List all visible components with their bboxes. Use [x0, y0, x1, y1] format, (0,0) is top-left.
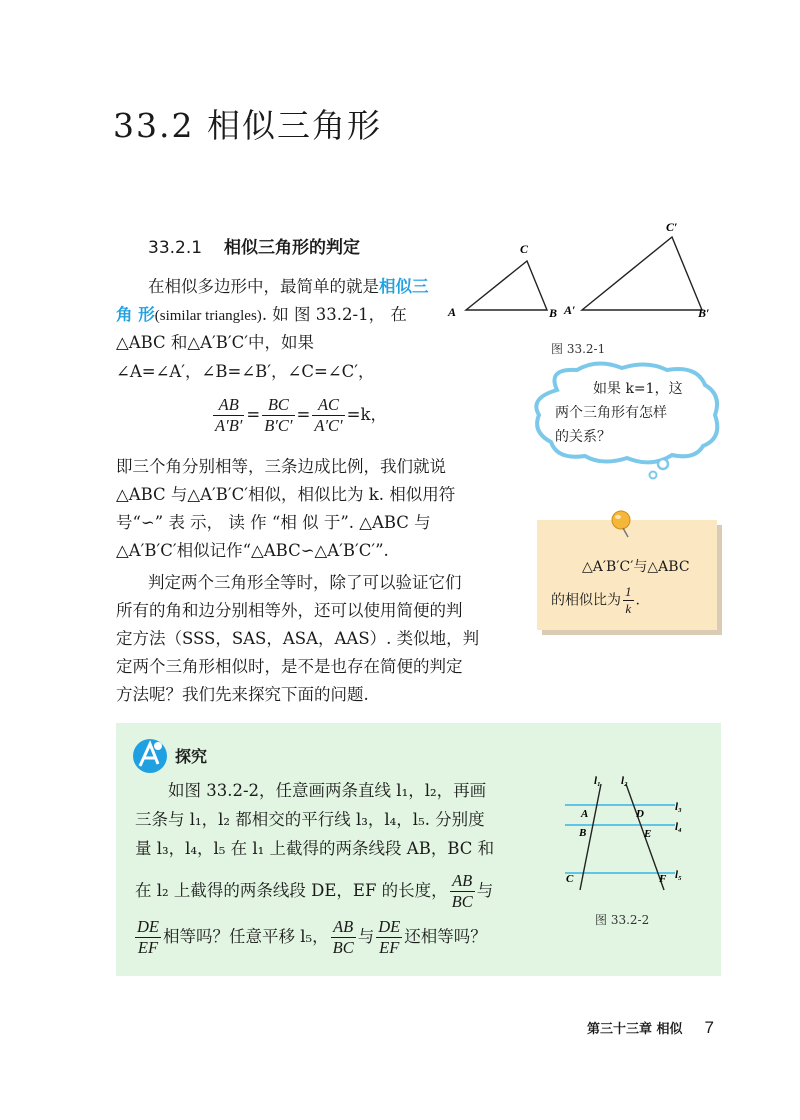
- label-l2: l₂: [621, 775, 628, 787]
- paragraph-1-line-1: [148, 273, 429, 301]
- paragraph-3-line: 所有的角和边分别相等外，还可以使用简便的判: [116, 601, 463, 620]
- figure-33-2-2: [560, 770, 700, 895]
- fraction-ac: [312, 395, 344, 436]
- numerator: AB: [331, 917, 356, 938]
- denominator: BC: [332, 938, 354, 957]
- numerator: AC: [312, 395, 344, 416]
- explore-line: 如图 33.2-2，任意画两条直线 l₁，l₂，再画: [168, 781, 487, 800]
- explore-line-4: [135, 871, 493, 912]
- explore-text-segment: 在 l₂ 上截得的两条线段 DE，EF 的长度，: [135, 881, 448, 900]
- section-title: 33.2 相似三角形: [113, 106, 382, 145]
- numerator: AB: [213, 395, 244, 416]
- paragraph-3-line: 定方法（SSS，SAS，ASA，AAS）. 类似地，判: [116, 629, 480, 648]
- paragraph-1-line-3: △ABC 和△A′B′C′中，如果: [116, 333, 314, 352]
- paragraph-2-line: △A′B′C′相似记作“△ABC∽△A′B′C′”.: [116, 541, 389, 560]
- triangle-abc: [466, 261, 547, 310]
- label-e: E: [644, 828, 652, 840]
- paragraph-2-line: 即三个角分别相等，三条边成比例，我们就说: [116, 457, 446, 476]
- explore-text-segment: 还相等吗？: [404, 927, 487, 946]
- figure-1-caption: 图 33.2-1: [551, 342, 606, 356]
- paragraph-1-line-4: ∠A=∠A′，∠B=∠B′，∠C=∠C′，: [116, 362, 375, 381]
- label-a-prime: A′: [564, 303, 576, 317]
- paragraph-1-line-2: [116, 301, 407, 330]
- bubble-line: 的关系？: [555, 429, 611, 445]
- fraction-ab: [213, 395, 244, 436]
- denominator: EF: [137, 938, 159, 957]
- explore-text-segment: 与: [476, 881, 494, 900]
- denominator: BC: [451, 892, 473, 911]
- label-c-prime: C′: [666, 220, 678, 234]
- bubble-line: 两个三角形有怎样: [555, 405, 667, 421]
- fraction-de-ef: [135, 917, 161, 958]
- label-l3: l₃: [675, 801, 682, 813]
- subsection-number: 33.2.1: [148, 238, 203, 258]
- page-number: 7: [704, 1018, 714, 1037]
- denominator: B′C′: [264, 416, 293, 435]
- label-f: F: [659, 873, 667, 885]
- numerator: DE: [378, 917, 401, 936]
- bubble-dot: [658, 459, 668, 469]
- numerator: DE: [137, 917, 159, 936]
- paragraph-2-line: 号“∽” 表 示， 读 作 “相 似 于”. △ABC 与: [116, 513, 431, 532]
- page-footer: [587, 1018, 714, 1038]
- numerator: AB: [450, 871, 475, 892]
- figure-2-caption: 图 33.2-2: [595, 913, 650, 927]
- explore-title: 探究: [175, 747, 208, 766]
- note-end: .: [635, 592, 640, 609]
- bubble-text: [555, 377, 705, 449]
- explore-line-5: [133, 917, 487, 958]
- denominator: A′B′: [215, 416, 243, 435]
- figure-33-2-1: [440, 215, 730, 330]
- note-fraction: [623, 584, 634, 617]
- paragraph-3-line: 定两个三角形相似时，是不是也存在简便的判定: [116, 657, 463, 676]
- explore-text-segment: 相等吗？任意平移 l₅，: [163, 927, 329, 946]
- label-l5: l₅: [675, 869, 682, 881]
- fraction-de-ef: [376, 917, 402, 958]
- denominator: A′C′: [314, 416, 343, 435]
- text-segment: . 如 图 33.2-1， 在: [261, 305, 407, 324]
- note-line-2: [551, 584, 640, 617]
- note-text: 的相似比为: [551, 592, 621, 609]
- paragraph-2-line: △ABC 与△A′B′C′相似，相似比为 k. 相似用符: [116, 485, 456, 504]
- chapter-name: 第三十三章 相似: [587, 1022, 683, 1037]
- label-c: C: [566, 873, 574, 885]
- formula-tail: =k，: [346, 405, 387, 424]
- fraction-bc: [262, 395, 294, 436]
- label-l4: l₄: [675, 821, 682, 833]
- text-segment: 在相似多边形中，最简单的就是: [148, 277, 379, 296]
- label-b-prime: B′: [698, 306, 710, 320]
- explore-line: 量 l₃，l₄，l₅ 在 l₁ 上截得的两条线段 AB，BC 和: [135, 839, 495, 858]
- paragraph-3-line: 判定两个三角形全等时，除了可以验证它们: [148, 573, 462, 592]
- fraction-ab-bc: [450, 871, 475, 912]
- term-similar-triangles: 相似三: [379, 277, 429, 296]
- note-line-1: △A′B′C′与△ABC: [582, 559, 690, 575]
- label-a: A: [448, 305, 457, 319]
- denominator: k: [625, 601, 632, 616]
- label-d: D: [636, 808, 644, 820]
- term-similar-triangles-cont: 角 形: [116, 305, 155, 324]
- fraction-ab-bc: [331, 917, 356, 958]
- triangle-a2b2c2: [582, 237, 702, 310]
- numerator: 1: [625, 584, 632, 599]
- label-c: C: [520, 242, 529, 256]
- subsection-heading: [148, 233, 360, 258]
- explore-text-segment: 与: [357, 927, 375, 946]
- pushpin-icon: [608, 508, 636, 540]
- paragraph-3-line: 方法呢？我们先来探究下面的问题.: [116, 685, 369, 704]
- numerator: BC: [262, 395, 294, 416]
- english-term: (similar triangles): [154, 308, 262, 324]
- explore-line: 三条与 l₁，l₂ 都相交的平行线 l₃，l₄，l₅. 分别度: [135, 810, 485, 829]
- explore-icon: [130, 736, 170, 776]
- bubble-dot: [650, 472, 657, 479]
- label-a: A: [581, 808, 589, 820]
- denominator: EF: [379, 938, 400, 957]
- label-b: B: [579, 827, 587, 839]
- similarity-ratio-formula: $\frac{AB}{A'B'}$ = $\frac{BC}{B'C'}$ = $\frac{AC}{A'C'}$ =k，: [215, 395, 387, 435]
- label-b: B: [549, 306, 558, 320]
- label-l1: l₁: [594, 775, 601, 787]
- bubble-line: 如果 k=1，这: [593, 381, 683, 397]
- subsection-title: 相似三角形的判定: [224, 238, 360, 258]
